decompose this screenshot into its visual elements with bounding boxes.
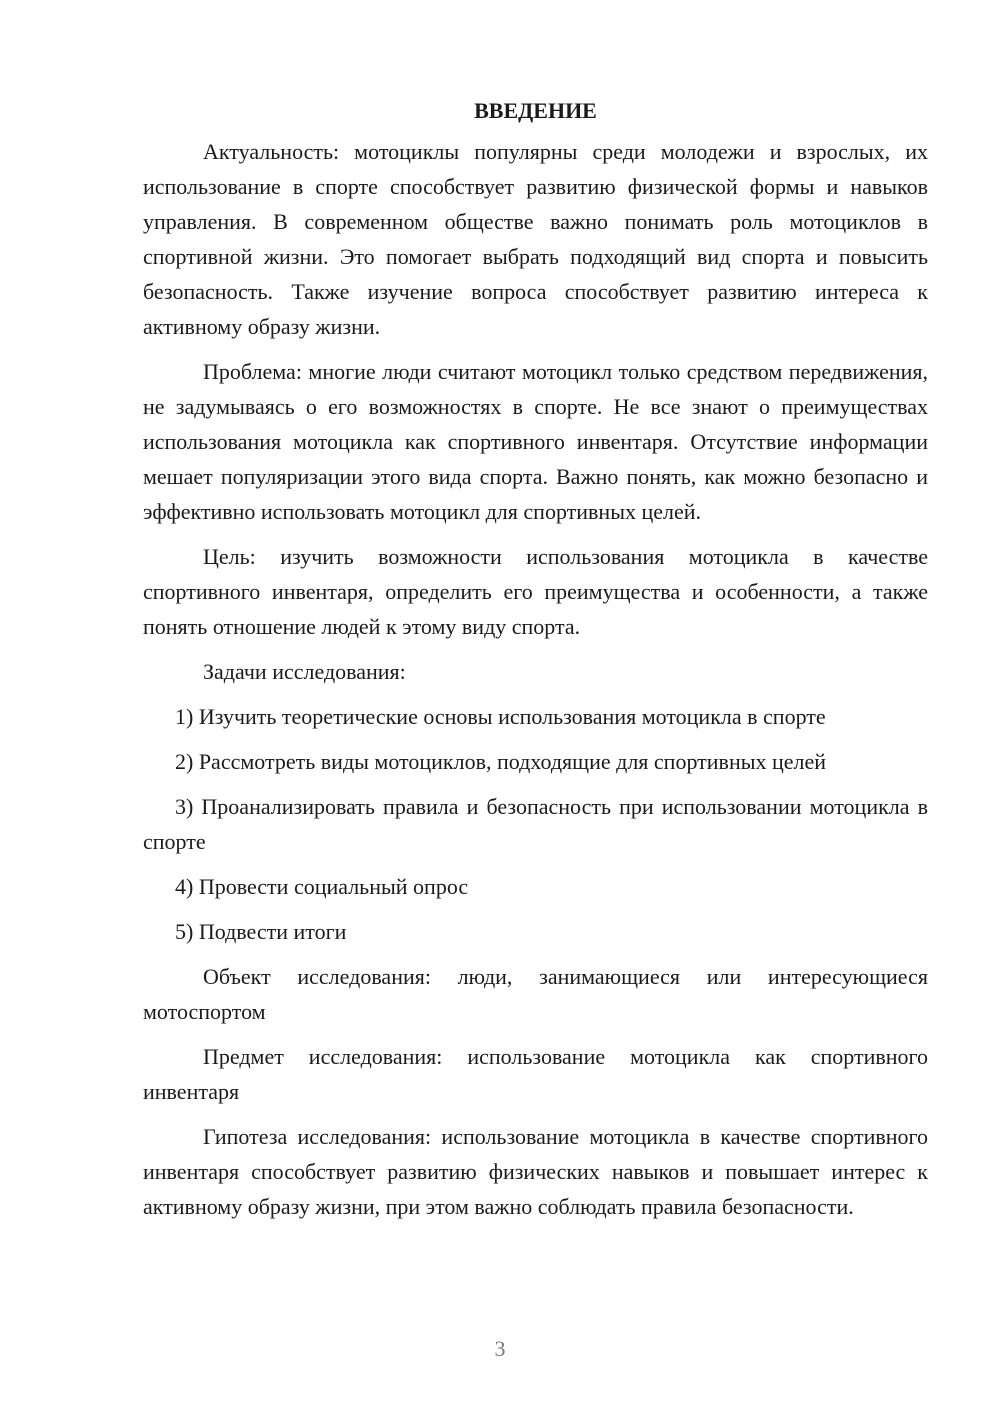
relevance-paragraph: Актуальность: мотоциклы популярны среди молодежи и взрослых, их использование в спорте способствует развитию физической формы и навыков управления. В современном обществе важно понимать роль мотоциклов в спортивной жизни. Это помогает выбрать подходящий вид спорта и повысить безопасность. Также изучение вопроса способствует развитию интереса к активному образу жизни. <box>143 139 928 339</box>
task-item-1: 1) Изучить теоретические основы использования мотоцикла в спорте <box>175 704 826 729</box>
task-item-3: 3) Проанализировать правила и безопасность при использовании мотоцикла в спорте <box>143 794 928 854</box>
page-number: 3 <box>494 1336 506 1361</box>
object-paragraph: Объект исследования: люди, занимающиеся или интересующиеся мотоспортом <box>143 964 928 1024</box>
goal-paragraph: Цель: изучить возможности использования мотоцикла в качестве спортивного инвентаря, определить его преимущества и особенности, а также понять отношение людей к этому виду спорта. <box>143 544 928 639</box>
document-page <box>143 96 928 1234</box>
tasks-heading: Задачи исследования: <box>203 659 406 684</box>
problem-paragraph: Проблема: многие люди считают мотоцикл только средством передвижения, не задумываясь о его возможностях в спорте. Не все знают о преимуществах использования мотоцикла как спортивного инвентаря. Отсутствие информации мешает популяризации этого вида спорта. Важно понять, как можно безопасно и эффективно использовать мотоцикл для спортивных целей. <box>143 359 928 524</box>
page-title: ВВЕДЕНИЕ <box>474 98 597 123</box>
task-item-4: 4) Провести социальный опрос <box>175 874 469 899</box>
task-item-2: 2) Рассмотреть виды мотоциклов, подходящие для спортивных целей <box>175 749 827 774</box>
task-item-5: 5) Подвести итоги <box>175 919 347 944</box>
subject-paragraph: Предмет исследования: использование мотоцикла как спортивного инвентаря <box>143 1044 928 1104</box>
hypothesis-paragraph: Гипотеза исследования: использование мотоцикла в качестве спортивного инвентаря способствует развитию физических навыков и повышает интерес к активному образу жизни, при этом важно соблюдать правила безопасности. <box>143 1124 928 1219</box>
